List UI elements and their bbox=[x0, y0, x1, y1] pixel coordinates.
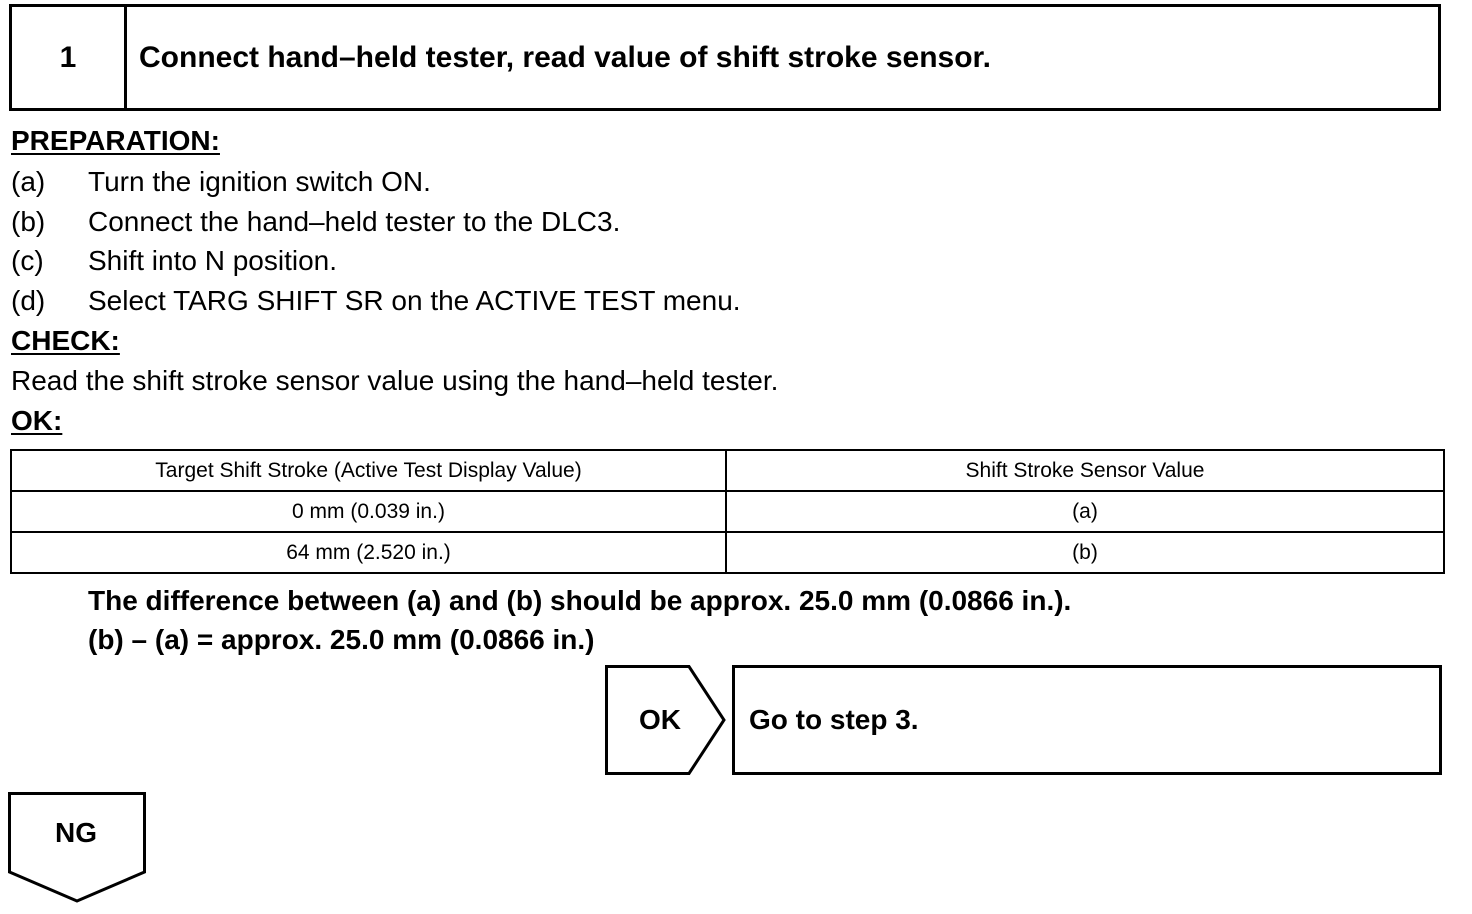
item-text: Connect the hand–held tester to the DLC3. bbox=[88, 206, 621, 237]
table-header-cell: Shift Stroke Sensor Value bbox=[726, 450, 1444, 491]
step-header bbox=[9, 4, 1441, 111]
table-cell: 0 mm (0.039 in.) bbox=[11, 491, 726, 532]
item-text: Shift into N position. bbox=[88, 245, 338, 276]
preparation-item-c bbox=[11, 245, 337, 277]
preparation-label: PREPARATION: bbox=[11, 125, 220, 156]
item-letter: (a) bbox=[11, 166, 46, 197]
table-cell: (a) bbox=[726, 491, 1444, 532]
table-header-row bbox=[11, 450, 1444, 491]
preparation-item-b bbox=[11, 206, 620, 238]
item-letter: (d) bbox=[11, 285, 46, 316]
ok-values-table bbox=[10, 449, 1445, 574]
table-header-cell: Target Shift Stroke (Active Test Display Value) bbox=[11, 450, 726, 491]
check-label: CHECK: bbox=[11, 325, 120, 356]
step-title: Connect hand–held tester, read value of shift stroke sensor. bbox=[139, 40, 991, 74]
ok-label: OK: bbox=[11, 405, 63, 436]
ok-note-difference: The difference between (a) and (b) should be approx. 25.0 mm (0.0866 in.). bbox=[88, 585, 1072, 616]
ok-result-box: Go to step 3. bbox=[732, 665, 1442, 775]
ok-result-label: OK bbox=[639, 704, 681, 735]
item-text: Select TARG SHIFT SR on the ACTIVE TEST menu. bbox=[88, 285, 741, 316]
table-cell: (b) bbox=[726, 532, 1444, 573]
item-text: Turn the ignition switch ON. bbox=[88, 166, 431, 197]
item-letter: (b) bbox=[11, 206, 46, 237]
step-number: 1 bbox=[12, 7, 127, 108]
preparation-item-a bbox=[11, 166, 431, 198]
ok-note-formula: (b) – (a) = approx. 25.0 mm (0.0866 in.) bbox=[88, 624, 595, 655]
ng-result-label: NG bbox=[55, 817, 97, 848]
item-letter: (c) bbox=[11, 245, 44, 276]
check-text: Read the shift stroke sensor value using the hand–held tester. bbox=[11, 365, 779, 396]
table-cell: 64 mm (2.520 in.) bbox=[11, 532, 726, 573]
table-row bbox=[11, 491, 1444, 532]
preparation-item-d bbox=[11, 285, 741, 317]
table-row bbox=[11, 532, 1444, 573]
